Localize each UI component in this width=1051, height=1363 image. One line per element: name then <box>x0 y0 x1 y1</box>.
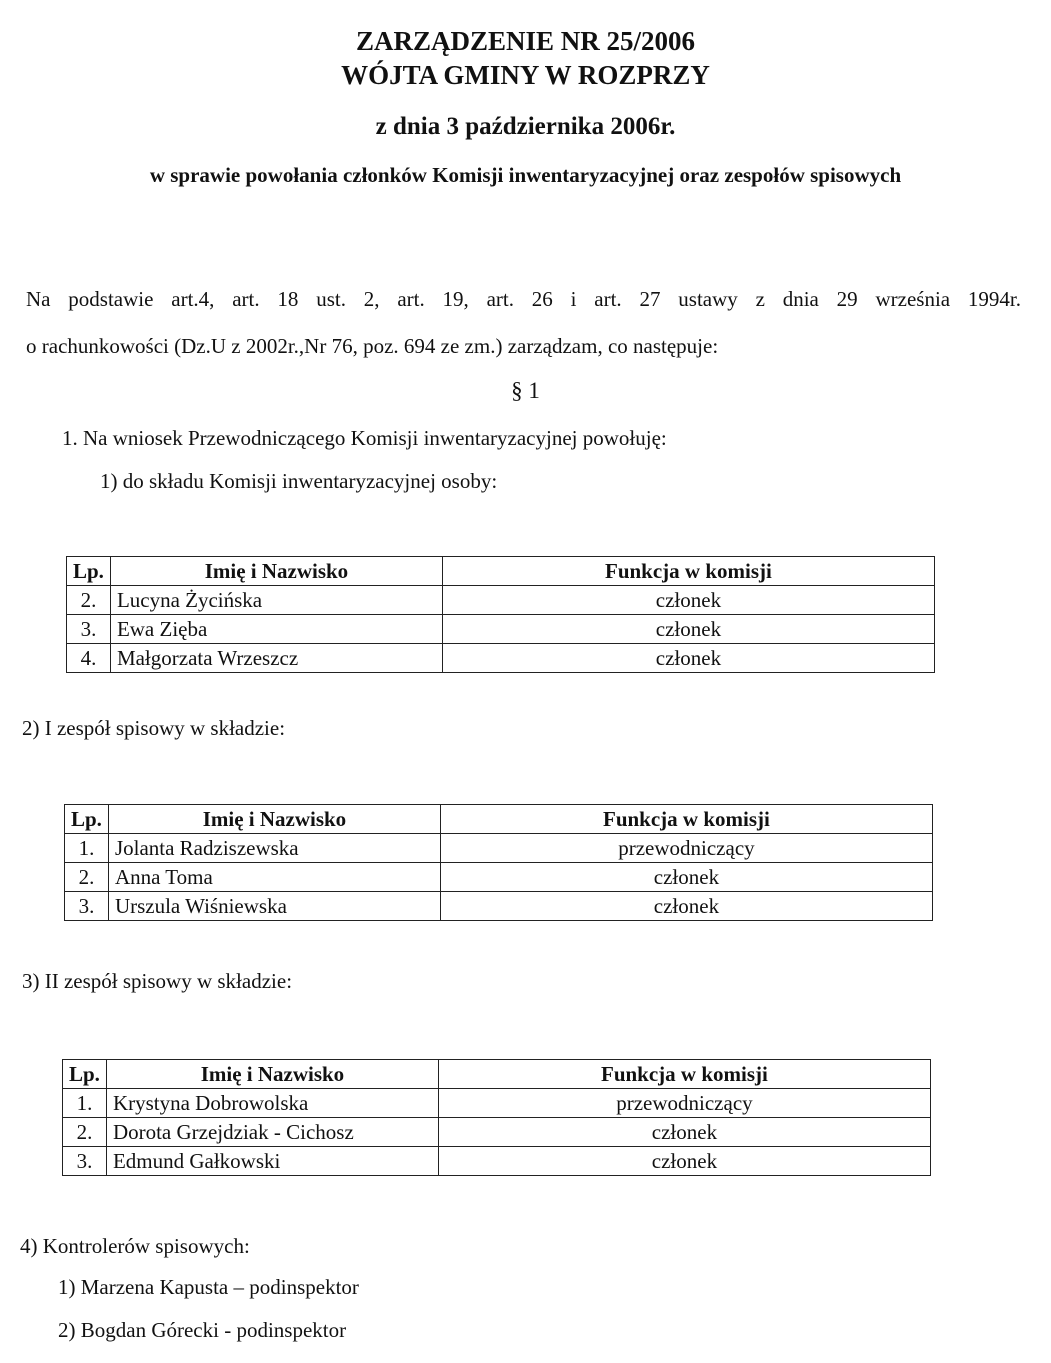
cell-name: Krystyna Dobrowolska <box>106 1089 438 1118</box>
cell-name: Małgorzata Wrzeszcz <box>110 644 442 673</box>
header-name: Imię i Nazwisko <box>106 1060 438 1089</box>
cell-name: Anna Toma <box>108 863 440 892</box>
cell-lp: 1. <box>63 1089 107 1118</box>
cell-lp: 3. <box>65 892 109 921</box>
header-lp: Lp. <box>67 557 111 586</box>
intro-line1: Na podstawie art.4, art. 18 ust. 2, art. 19, art. 26 i art. 27 ustawy z dnia 29 września 1994r. <box>26 287 1021 311</box>
cell-lp: 1. <box>65 834 109 863</box>
cell-function: członek <box>438 1147 930 1176</box>
document-date: z dnia 3 października 2006r. <box>375 113 676 140</box>
cell-lp: 2. <box>63 1118 107 1147</box>
header-name: Imię i Nazwisko <box>110 557 442 586</box>
cell-lp: 2. <box>67 586 111 615</box>
table-row <box>65 863 933 892</box>
cell-name: Edmund Gałkowski <box>106 1147 438 1176</box>
cell-name: Lucyna Życińska <box>110 586 442 615</box>
header-function: Funkcja w komisji <box>438 1060 930 1089</box>
team2-table <box>62 1059 931 1176</box>
document-title-line1: ZARZĄDZENIE NR 25/2006 <box>355 26 696 56</box>
table-header-row <box>63 1060 931 1089</box>
controllers-label: 4) Kontrolerów spisowych: <box>20 1234 250 1258</box>
cell-function: członek <box>440 863 932 892</box>
table-row <box>65 834 933 863</box>
cell-name: Dorota Grzejdziak - Cichosz <box>106 1118 438 1147</box>
header-function: Funkcja w komisji <box>442 557 934 586</box>
cell-function: członek <box>442 644 934 673</box>
controller-item: 1) Marzena Kapusta – podinspektor <box>58 1275 359 1299</box>
cell-name: Urszula Wiśniewska <box>108 892 440 921</box>
cell-function: członek <box>442 586 934 615</box>
header-function: Funkcja w komisji <box>440 805 932 834</box>
cell-function: członek <box>440 892 932 921</box>
table-row <box>67 644 935 673</box>
commission-table <box>66 556 935 673</box>
table-header-row <box>67 557 935 586</box>
cell-lp: 3. <box>63 1147 107 1176</box>
item-1: 1. Na wniosek Przewodniczącego Komisji inwentaryzacyjnej powołuję: <box>62 426 667 450</box>
team2-label: 3) II zespół spisowy w składzie: <box>22 969 293 993</box>
table-row <box>63 1118 931 1147</box>
cell-name: Ewa Zięba <box>110 615 442 644</box>
cell-lp: 3. <box>67 615 111 644</box>
document-title-line2: WÓJTA GMINY W ROZPRZY <box>341 60 710 90</box>
document-subject: w sprawie powołania członków Komisji inwentaryzacyjnej oraz zespołów spisowych <box>149 163 902 187</box>
header-lp: Lp. <box>63 1060 107 1089</box>
table-header-row <box>65 805 933 834</box>
table-row <box>65 892 933 921</box>
header-lp: Lp. <box>65 805 109 834</box>
cell-function: członek <box>442 615 934 644</box>
team1-table <box>64 804 933 921</box>
item-1-sub: 1) do składu Komisji inwentaryzacyjnej osoby: <box>100 469 498 493</box>
cell-function: przewodniczący <box>438 1089 930 1118</box>
intro-line2: o rachunkowości (Dz.U z 2002r.,Nr 76, poz. 694 ze zm.) zarządzam, co następuje: <box>26 334 719 358</box>
cell-lp: 4. <box>67 644 111 673</box>
controller-item: 2) Bogdan Górecki - podinspektor <box>58 1318 347 1342</box>
section-heading: § 1 <box>511 378 540 403</box>
team1-label: 2) I zespół spisowy w składzie: <box>22 716 286 740</box>
table-row <box>63 1147 931 1176</box>
header-name: Imię i Nazwisko <box>108 805 440 834</box>
cell-lp: 2. <box>65 863 109 892</box>
table-row <box>67 586 935 615</box>
cell-name: Jolanta Radziszewska <box>108 834 440 863</box>
cell-function: członek <box>438 1118 930 1147</box>
table-row <box>63 1089 931 1118</box>
table-row <box>67 615 935 644</box>
cell-function: przewodniczący <box>440 834 932 863</box>
